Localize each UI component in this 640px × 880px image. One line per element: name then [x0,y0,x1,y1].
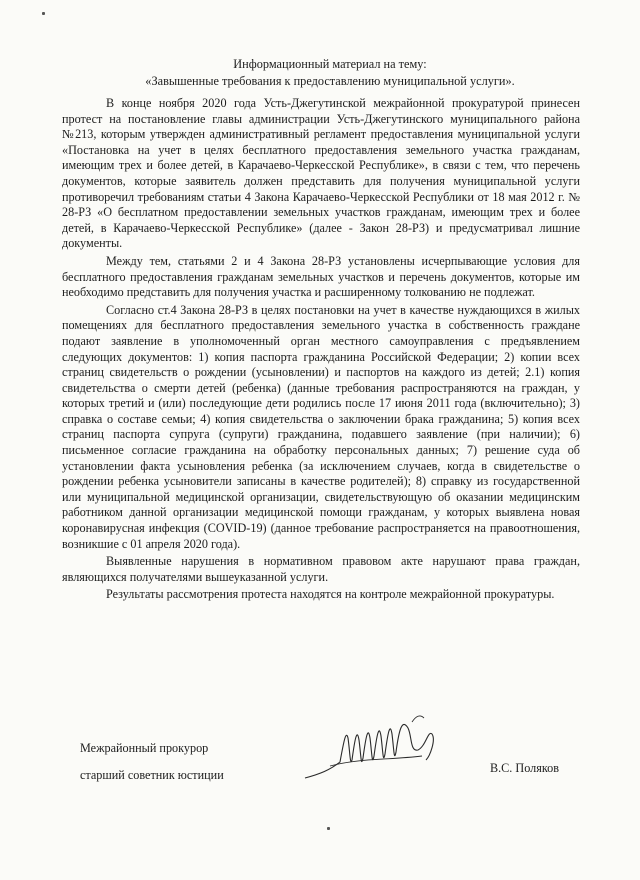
signatory-name: В.С. Поляков [490,761,559,775]
paragraph-document-list: Согласно ст.4 Закона 28-РЗ в целях постановки на учет в качестве нуждающихся в жилых помещениях для бесплатного предоставления земельного участка в собственность граждане подают заявление в уполномоченный орган местного самоуправления с предъявлением следующих документов: 1) копия паспорта гражданина Российской Федерации; 2) копии всех страниц свидетельств о рождении (усыновлении) и паспортов на каждого из детей; 2.1) копия свидетельства о смерти детей (ребенка) (данные требования распространяются на граждан, у которых третий и (или) последующие дети родились после 17 июня 2011 года (включительно); 3) справка о составе семьи; 4) копия свидетельства о заключении брака гражданина; 5) копия всех страниц паспорта супруга (супруги) гражданина, подавшего заявление (при наличии); 6) письменное согласие гражданина на обработку персональных данных; 7) решение суда об установлении факта усыновления ребенка (за исключением случаев, когда в свидетельстве о рождении ребенка усыновители записаны в качестве родителей); 8) справку из государственной или муниципальной медицинской организации, свидетельствующую об оказании медицинским работником данной организации медицинской помощи гражданам, у которых выявлена новая коронавирусная инфекция (COVID-19) (данное требование распространяется на правоотношения, возникшие с 01 апреля 2020 года). [62,302,580,551]
document-body [62,96,580,603]
handwritten-signature [300,700,450,790]
document-title-line1: Информационный материал на тему: [233,57,427,71]
paragraph-control: Результаты рассмотрения протеста находятся на контроле межрайонной прокуратуры. [106,587,555,602]
scan-speck [327,827,330,830]
document-title-line2: «Завышенные требования к предоставлению муниципальной услуги». [145,74,515,88]
scan-speck [42,12,45,15]
signatory-role-line2: старший советник юстиции [80,768,224,782]
paragraph-law-conditions: Между тем, статьями 2 и 4 Закона 28-РЗ установлены исчерпывающие условия для бесплатного предоставления гражданам земельных участков и перечень документов, которые им необходимо представить для получения участка и расширенному толкованию не подлежат. [62,253,580,300]
paragraph-violations: Выявленные нарушения в нормативном правовом акте нарушают права граждан, являющихся получателями вышеуказанной услуги. [62,554,580,584]
paragraph-protest: В конце ноября 2020 года Усть-Джегутинской межрайонной прокуратурой принесен протест на постановление главы администрации Усть-Джегутинского муниципального района №213, которым утвержден административный регламент предоставления муниципальной услуги «Постановка на учет в целях бесплатного предоставления земельного участка гражданам, имеющим трех и более детей, в Карачаево-Черкесской Республике», в связи с тем, что перечень документов, которые заявитель должен представить для получения муниципальной услуги противоречил требованиям статьи 4 Закона Карачаево-Черкесской Республики от 18 мая 2012 г. № 28-РЗ «О бесплатном предоставлении земельных участков гражданам, имеющим трех и более детей, в Карачаево-Черкесской Республике» (далее - Закон 28-РЗ) и предусматривал лишние документы. [62,96,580,251]
signatory-role-line1: Межрайонный прокурор [80,741,209,755]
